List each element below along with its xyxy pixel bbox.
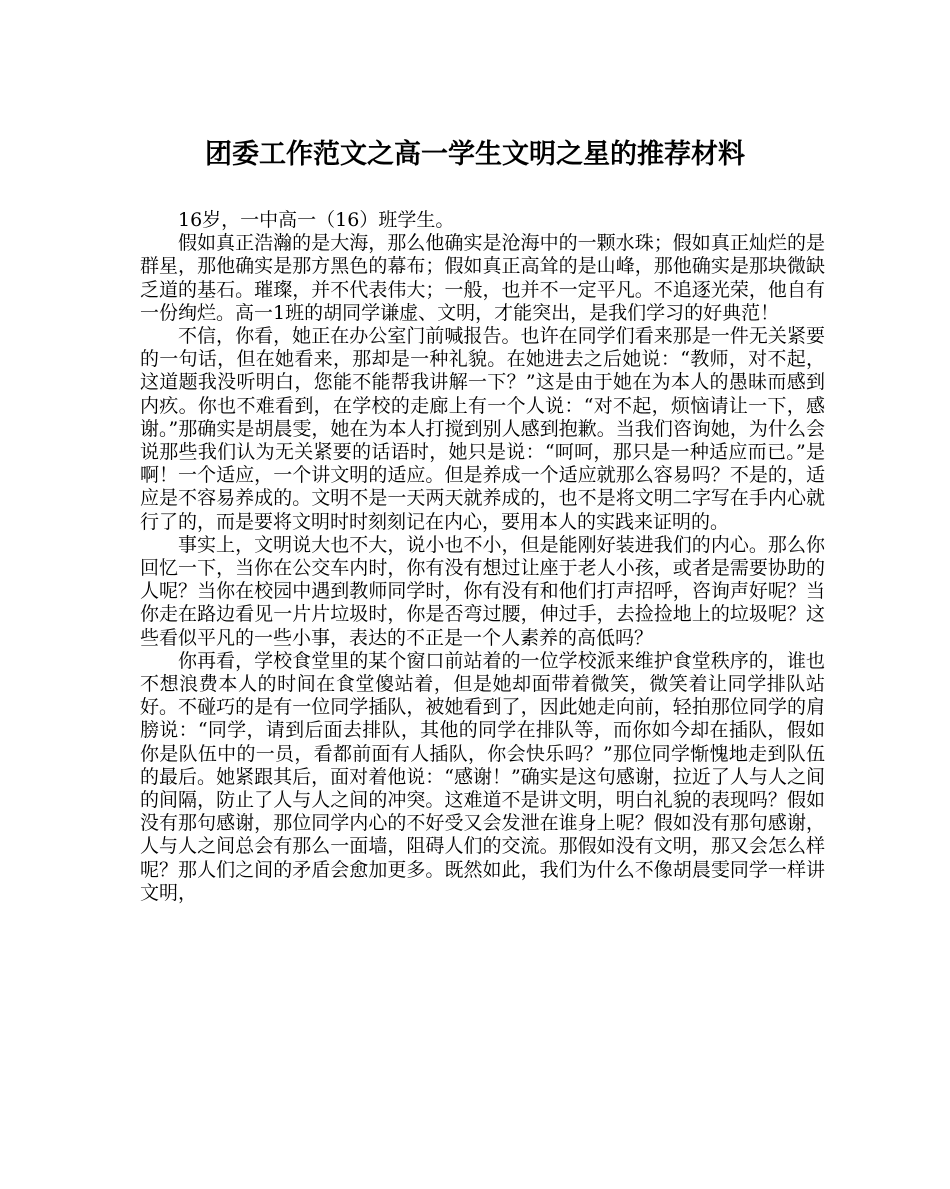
paragraph-daily-civility: 事实上，文明说大也不大，说小也不小，但是能刚好装进我们的内心。那么你回忆一下，当你在公交车内时，你有没有想过让座于老人小孩，或者是需要协助的人呢？当你在校园中遇到教师同学时，你有没有和他们打声招呼，咨询声好呢？当你走在路边看见一片片垃圾时，你是否弯过腰，伸过手，去捡捡地上的垃圾呢？这些看似平凡的一些小事，表达的不正是一个人素养的高低吗？: [140, 533, 825, 649]
document-title: 团委工作范文之高一学生文明之星的推荐材料: [205, 139, 745, 170]
paragraph-politeness: 不信，你看，她正在办公室门前喊报告。也许在同学们看来那是一件无关紧要的一句话，但在她看来，那却是一种礼貌。在她进去之后她说：“教师，对不起，这道题我没听明白，您能不能帮我讲解一下？”这是由于她在为本人的愚昧而感到内疚。你也不难看到，在学校的走廊上有一个人说：“对不起，烦恼请让一下，感谢。”那确实是胡晨雯，她在为本人打搅到别人感到抱歉。当我们咨询她，为什么会说那些我们认为无关紧要的话语时，她只是说：“呵呵，那只是一种适应而已。”是啊！一个适应，一个讲文明的适应。但是养成一个适应就那么容易吗？不是的，适应是不容易养成的。文明不是一天两天就养成的，也不是将文明二字写在手内心就行了的，而是要将文明时时刻刻记在内心，要用本人的实践来证明的。: [140, 325, 825, 533]
paragraph-metaphor: 假如真正浩瀚的是大海，那么他确实是沧海中的一颗水珠；假如真正灿烂的是群星，那他确实是那方黑色的幕布；假如真正高耸的是山峰，那他确实是那块微缺乏道的基石。璀璨，并不代表伟大；一般，也并不一定平凡。不追逐光荣，他自有一份绚烂。高一1班的胡同学谦虚、文明，才能突出，是我们学习的好典范！: [140, 232, 825, 324]
document-body: [140, 209, 825, 905]
paragraph-intro: 16岁，一中高一（16）班学生。: [178, 209, 455, 231]
paragraph-canteen: 你再看，学校食堂里的某个窗口前站着的一位学校派来维护食堂秩序的，谁也不想浪费本人的时间在食堂傻站着，但是她却面带着微笑，微笑着让同学排队站好。不碰巧的是有一位同学插队，被她看到了，因此她走向前，轻拍那位同学的肩膀说：“同学，请到后面去排队，其他的同学在排队等，而你如今却在插队，假如你是队伍中的一员，看都前面有人插队，你会快乐吗？”那位同学惭愧地走到队伍的最后。她紧跟其后，面对着他说：“感谢！”确实是这句感谢，拉近了人与人之间的间隔，防止了人与人之间的冲突。这难道不是讲文明，明白礼貌的表现吗？假如没有那句感谢，那位同学内心的不好受又会发泄在谁身上呢？假如没有那句感谢，人与人之间总会有那么一面墙，阻碍人们的交流。那假如没有文明，那又会怎么样呢？那人们之间的矛盾会愈加更多。既然如此，我们为什么不像胡晨雯同学一样讲文明，: [140, 649, 825, 904]
